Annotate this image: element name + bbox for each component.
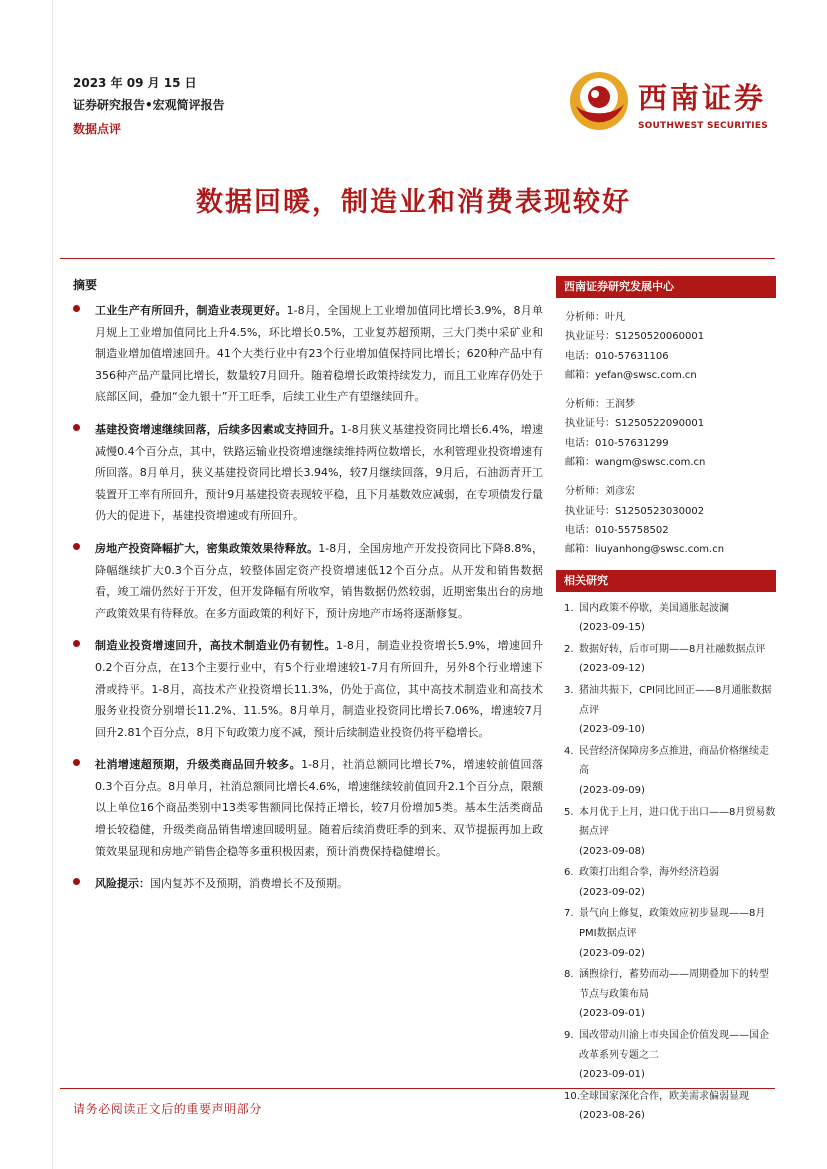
related-research-item[interactable] [564,863,776,902]
item-title: 本月优于上月，进口优于出口——8月贸易数据点评 [579,806,776,838]
item-date: (2023-09-09) [579,784,645,796]
related-research-item[interactable] [564,599,776,638]
related-research-list [556,592,776,1126]
abstract-bullet-real-estate [73,538,543,624]
item-number: 8. [564,969,574,981]
sidebar [556,276,776,1128]
bullet-heading: 风险提示： [95,877,150,891]
footer-divider [60,1088,775,1089]
item-title: 景气向上修复，政策效应初步显现——8月PMI数据点评 [579,908,766,940]
related-research-item[interactable] [564,1087,776,1126]
analyst-name: 分析师：叶凡 [565,312,625,323]
footer-disclaimer: 请务必阅读正文后的重要声明部分 [73,1102,263,1116]
item-number: 9. [564,1030,574,1042]
item-number: 10. [564,1090,580,1102]
analyst-card [565,395,776,472]
item-date: (2023-09-02) [579,886,645,898]
report-title: 数据回暖，制造业和消费表现较好 [196,187,631,218]
related-research-item[interactable] [564,640,776,679]
company-logo [566,66,771,138]
analyst-license: 执业证号：S1250523030002 [565,505,705,517]
item-title: 猪油共振下，CPI同比回正——8月通胀数据点评 [579,684,772,716]
analyst-email[interactable]: 邮箱：liuyanhong@swsc.com.cn [565,544,725,556]
related-research-item[interactable] [564,965,776,1024]
related-research-item[interactable] [564,904,776,963]
bullet-dot-icon [73,640,80,647]
item-date: (2023-09-02) [579,947,645,959]
bullet-heading: 工业生产有所回升，制造业表现更好。 [95,304,287,317]
analyst-email[interactable]: 邮箱：wangm@swsc.com.cn [565,457,706,469]
abstract-bullet-risk [73,873,543,895]
item-date: (2023-09-12) [579,663,645,675]
bullet-dot-icon [73,759,80,766]
bullet-dot-icon [73,305,80,312]
item-number: 3. [564,684,574,696]
abstract-bullet-industry [73,300,543,408]
item-number: 2. [564,643,574,655]
bullet-text: 1-8月，社消总额同比增长7%，增速较前值回落0.3个百分点。8月单月，社消总额同比增长4.6%，增速继续较前值回升2.1个百分点，限额以上单位16个商品类别中13类零售额同比保持正增长，较7月份增加5类。基本生活类商品增长较稳健，升级类商品销售增速回暖明显。随着后续消费旺季的到来、双节提振再加上政策效果显现和房地产销售企稳等多重积极因素，预计消费保持稳健增长。 [95,758,544,858]
item-date: (2023-09-08) [579,845,645,857]
item-date: (2023-09-10) [579,724,645,736]
item-number: 4. [564,745,574,757]
analyst-list [556,298,776,560]
analyst-card [565,308,776,385]
bullet-text: 1-8月，全国规上工业增加值同比增长3.9%，8月单月规上工业增加值同比上升4.5%，环比增长0.5%，工业复苏超预期，三大门类中采矿业和制造业增加值增速回升。41个大类行业中有23个行业增加值保持同比增长；620种产品中有356种产品产量同比增长，数量较7月回升。随着稳增长政策持续发力，而且工业库存仍处于底部区间，叠加“金九银十”开工旺季，后续工业生产有望继续回升。 [95,304,543,404]
related-research-item[interactable] [564,1026,776,1085]
item-number: 6. [564,867,574,879]
bullet-text: 1-8月，制造业投资增长5.9%，增速回升0.2个百分点，在13个主要行业中，有5个行业增速较1-7月有所回升，另外8个行业增速下滑或持平。1-8月，高技术产业投资增长11.3%，仍处于高位，其中高技术制造业和高技术服务业投资分别增长11.2%、11.5%。8月单月，制造业投资同比增长7.06%，增速较7月回升2.81个百分点，8月下旬政策力度不减，预计后续制造业投资仍将平稳增长。 [95,639,543,739]
bullet-dot-icon [73,543,80,550]
title-divider [60,258,775,259]
bullet-dot-icon [73,878,80,885]
bullet-text: 国内复苏不及预期，消费增长不及预期。 [150,877,348,891]
analyst-card [565,482,776,559]
bullet-heading: 社消增速超预期，升级类商品回升较多。 [95,758,302,772]
item-title: 政策打出组合拳，海外经济趋弱 [579,867,719,879]
bullet-dot-icon [73,424,80,431]
item-title: 民营经济保障房多点推进，商品价格继续走高 [579,745,769,777]
item-number: 1. [564,602,574,614]
item-number: 5. [564,806,574,818]
page-margin-rule [52,0,53,1169]
analyst-name: 分析师：刘彦宏 [565,486,635,498]
item-title: 国改带动川渝上市央国企价值发现——国企改革系列专题之二 [579,1030,769,1061]
abstract-bullet-consumption [73,754,543,862]
bullet-text: 1-8月狭义基建投资同比增长6.4%，增速减慢0.4个百分点，其中，铁路运输业投资增速继续维持两位数增长，水利管理业投资增速有所回落。8月单月，狭义基建投资同比增长3.94%，较7月继续回落，9月后，石油沥青开工装置开工率有所回升，预计9月基建投资表现较平稳，且下月基数效应减弱，在专项债发行量仍大的促进下，基建投资增速或有所回升。 [95,422,544,523]
analyst-license: 执业证号：S1250520060001 [565,331,705,343]
report-type: 证券研究报告•宏观简评报告 [73,98,225,112]
bullet-heading: 房地产投资降幅扩大，密集政策效果待释放。 [95,541,319,555]
analyst-phone: 电话：010-57631106 [565,350,669,362]
item-title: 全球国家深化合作，欧美需求偏弱显现 [579,1090,749,1102]
analyst-license: 执业证号：S1250522090001 [565,418,705,430]
analyst-email[interactable]: 邮箱：yefan@swsc.com.cn [565,369,697,381]
item-title: 国内政策不停歇，美国通胀起波澜 [579,602,729,614]
item-number: 7. [564,908,574,920]
related-research-item[interactable] [564,742,776,801]
abstract-bullet-manufacturing [73,635,543,743]
bullet-heading: 制造业投资增速回升，高技术制造业仍有韧性。 [95,639,336,653]
abstract-body [73,300,543,906]
related-research-item[interactable] [564,803,776,862]
item-date: (2023-09-01) [579,1069,645,1081]
report-date: 2023 年 09 月 15 日 [73,76,197,90]
item-title: 涵煦徐行，蓄势而动——周期叠加下的转型节点与政策布局 [579,969,769,1000]
item-title: 数据好转，后市可期——8月社融数据点评 [579,643,766,655]
abstract-heading: 摘要 [73,278,98,292]
analyst-name: 分析师：王润梦 [565,399,635,411]
item-date: (2023-08-26) [579,1110,645,1122]
related-research-item[interactable] [564,681,776,740]
related-research-heading: 相关研究 [556,570,776,592]
analyst-phone: 电话：010-57631299 [565,437,669,449]
item-date: (2023-09-15) [579,622,645,634]
logo-name-en: SOUTHWEST SECURITIES [638,121,768,131]
analyst-phone: 电话：010-55758502 [565,524,669,536]
bullet-heading: 基建投资增速继续回落，后续多因素或支持回升。 [95,422,341,436]
bullet-text: 1-8月，全国房地产开发投资同比下降8.8%，降幅继续扩大0.3个百分点，较整体固定资产投资增速低12个百分点。从开发和销售数据看，竣工端仍然好于开发，但开发降幅有所收窄，销售数据仍然较弱，近期密集出台的房地产政策效果有待释放。在多方面政策的利好下，预计房地产市场将逐渐修复。 [95,541,544,620]
item-date: (2023-09-01) [579,1008,645,1020]
research-center-heading: 西南证券研究发展中心 [556,276,776,298]
logo-name-cn: 西南证券 [638,81,767,115]
logo-emblem-icon [568,70,630,132]
abstract-bullet-infrastructure [73,419,543,527]
report-category: 数据点评 [73,122,122,136]
